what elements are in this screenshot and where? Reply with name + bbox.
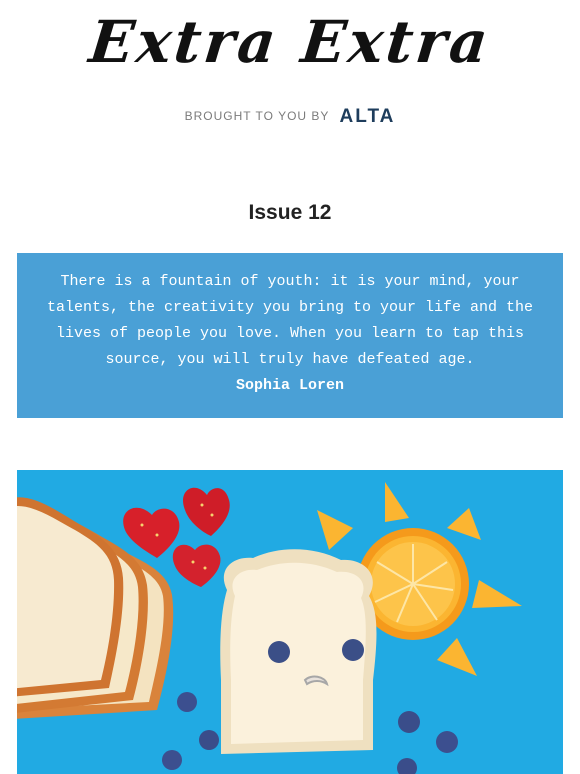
email-header [0, 0, 580, 140]
issue-title: Issue 12 [248, 201, 332, 224]
quote-author: Sophia Loren [235, 377, 345, 394]
quote-box [17, 253, 563, 418]
hero-image[interactable] [17, 470, 563, 774]
toast-smiley-icon [220, 549, 376, 754]
brand-logo[interactable]: ALTA [339, 106, 396, 127]
logo-title: Extra Extra [86, 8, 494, 76]
hero-illustration [17, 470, 563, 774]
byline [0, 106, 580, 128]
byline-prefix: BROUGHT TO YOU BY [184, 109, 330, 123]
quote-text: There is a fountain of youth: it is your mind, your talents, the creativity you bring to your life and the lives of people you love. When you learn to tap this source, you will truly have defeated age. [46, 273, 534, 368]
